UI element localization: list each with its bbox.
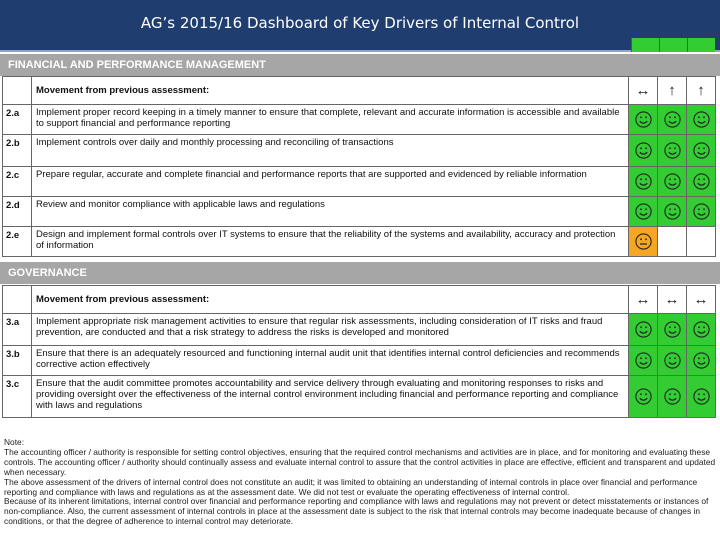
smiley-face-icon (635, 145, 652, 156)
smiley-face-icon (693, 114, 710, 125)
status-neutral-cell (629, 227, 658, 257)
previous-row-status-stub (631, 38, 715, 52)
row-code: 2.d (3, 197, 32, 227)
status-good-cell (629, 105, 658, 135)
notes-heading: Note: (4, 437, 25, 447)
status-good-cell (687, 197, 716, 227)
row-description: Review and monitor compliance with applicable laws and regulations (32, 197, 629, 227)
row-description: Implement proper record keeping in a timely manner to ensure that complete, relevant and accurate information is accessible and available to support financial and performance reporting (32, 105, 629, 135)
status-good-cell (629, 197, 658, 227)
movement-code-cell (3, 77, 32, 105)
row-description: Ensure that there is an adequately resourced and functioning internal audit unit that identifies internal control deficiencies and recommends corrective action effectively (32, 346, 629, 376)
row-code: 2.a (3, 105, 32, 135)
smiley-face-icon (693, 176, 710, 187)
notes-paragraph: Because of its inherent limitations, internal control over financial and performance reporting and compliance with laws and regulations may not prevent or detect misstatements or instances of non-compliance. Also, the current assessment of internal controls in place at the assessment date is subject to the risk that internal controls may become inadequate because of changes in conditions, or that the degree of adherence to internal control may deteriorate. (4, 496, 709, 527)
title-bar (0, 0, 720, 52)
row-description: Implement controls over daily and monthly processing and reconciling of transactions (32, 135, 629, 167)
table-row (3, 197, 716, 227)
movement-row (3, 77, 716, 105)
movement-arrow: ↔ (687, 286, 716, 314)
notes (4, 438, 716, 527)
movement-code-cell (3, 286, 32, 314)
section-heading-financial: FINANCIAL AND PERFORMANCE MANAGEMENT (0, 54, 720, 76)
status-good-cell (629, 314, 658, 346)
status-good-cell (629, 167, 658, 197)
smiley-face-icon (635, 114, 652, 125)
movement-arrow: ↔ (629, 77, 658, 105)
smiley-face-icon (693, 324, 710, 335)
table-row (3, 314, 716, 346)
smiley-face-icon (693, 355, 710, 366)
smiley-face-icon (635, 324, 652, 335)
smiley-face-icon (664, 324, 681, 335)
smiley-face-icon (664, 391, 681, 402)
movement-label: Movement from previous assessment: (32, 77, 629, 105)
row-description: Ensure that the audit committee promotes accountability and service delivery through evaluating and monitoring responses to risks and providing oversight over the effectiveness of the internal control environment including financial and performance reporting and compliance with laws and regulations (32, 376, 629, 418)
row-code: 3.a (3, 314, 32, 346)
movement-arrow: ↑ (687, 77, 716, 105)
table-row (3, 167, 716, 197)
section-heading-governance: GOVERNANCE (0, 262, 720, 284)
smiley-face-icon (635, 206, 652, 217)
smiley-face-icon (664, 355, 681, 366)
status-empty-cell (687, 227, 716, 257)
status-good-cell (687, 135, 716, 167)
movement-arrow: ↔ (629, 286, 658, 314)
movement-arrow: ↑ (658, 77, 687, 105)
neutral-face-icon (635, 236, 652, 247)
notes-paragraph: The accounting officer / authority is responsible for setting control objectives, ensuring that the required control mechanisms and activities are in place, and for monitoring and evaluating these controls. The accounting officer / authority should continually assess and evaluate internal control to assure that the control activities in place are effective, efficient and transparent and updated when necessary. (4, 446, 716, 477)
status-empty-cell (658, 227, 687, 257)
smiley-face-icon (693, 391, 710, 402)
status-good-cell (658, 135, 687, 167)
movement-row (3, 286, 716, 314)
status-good-cell (658, 105, 687, 135)
row-code: 2.e (3, 227, 32, 257)
smiley-face-icon (635, 391, 652, 402)
table-row (3, 376, 716, 418)
status-good-cell (687, 105, 716, 135)
movement-label: Movement from previous assessment: (32, 286, 629, 314)
table-row (3, 135, 716, 167)
smiley-face-icon (664, 206, 681, 217)
row-description: Prepare regular, accurate and complete financial and performance reports that are supported and evidenced by reliable information (32, 167, 629, 197)
smiley-face-icon (664, 145, 681, 156)
governance-table (2, 285, 716, 418)
status-good-cell (658, 167, 687, 197)
row-code: 2.c (3, 167, 32, 197)
table-row (3, 346, 716, 376)
smiley-face-icon (664, 114, 681, 125)
table-row (3, 227, 716, 257)
status-good-cell (687, 314, 716, 346)
page-title: AG’s 2015/16 Dashboard of Key Drivers of Internal Control (140, 14, 580, 32)
status-good-cell (658, 197, 687, 227)
row-code: 2.b (3, 135, 32, 167)
table-row (3, 105, 716, 135)
row-code: 3.c (3, 376, 32, 418)
smiley-face-icon (635, 355, 652, 366)
row-description: Implement appropriate risk management activities to ensure that regular risk assessments, including consideration of IT risks and fraud prevention, are conducted and that a risk strategy to address the risks is developed and monitored (32, 314, 629, 346)
row-description: Design and implement formal controls over IT systems to ensure that the reliability of the systems and availability, accuracy and protection of information (32, 227, 629, 257)
status-good-cell (629, 376, 658, 418)
row-code: 3.b (3, 346, 32, 376)
notes-paragraph: The above assessment of the drivers of internal control does not constitute an audit; it was limited to obtaining an understanding of internal controls in place over financial and performance reporting and compliance with laws and regulations as at the assessment date. We did not test or evaluate the operating effectiveness of internal control. (4, 476, 698, 497)
smiley-face-icon (664, 176, 681, 187)
status-good-cell (658, 314, 687, 346)
status-good-cell (629, 135, 658, 167)
smiley-face-icon (693, 206, 710, 217)
status-good-cell (687, 376, 716, 418)
status-good-cell (658, 376, 687, 418)
smiley-face-icon (635, 176, 652, 187)
financial-performance-table (2, 76, 716, 257)
movement-arrow: ↔ (658, 286, 687, 314)
smiley-face-icon (693, 145, 710, 156)
status-good-cell (687, 346, 716, 376)
status-good-cell (658, 346, 687, 376)
status-good-cell (629, 346, 658, 376)
status-good-cell (687, 167, 716, 197)
